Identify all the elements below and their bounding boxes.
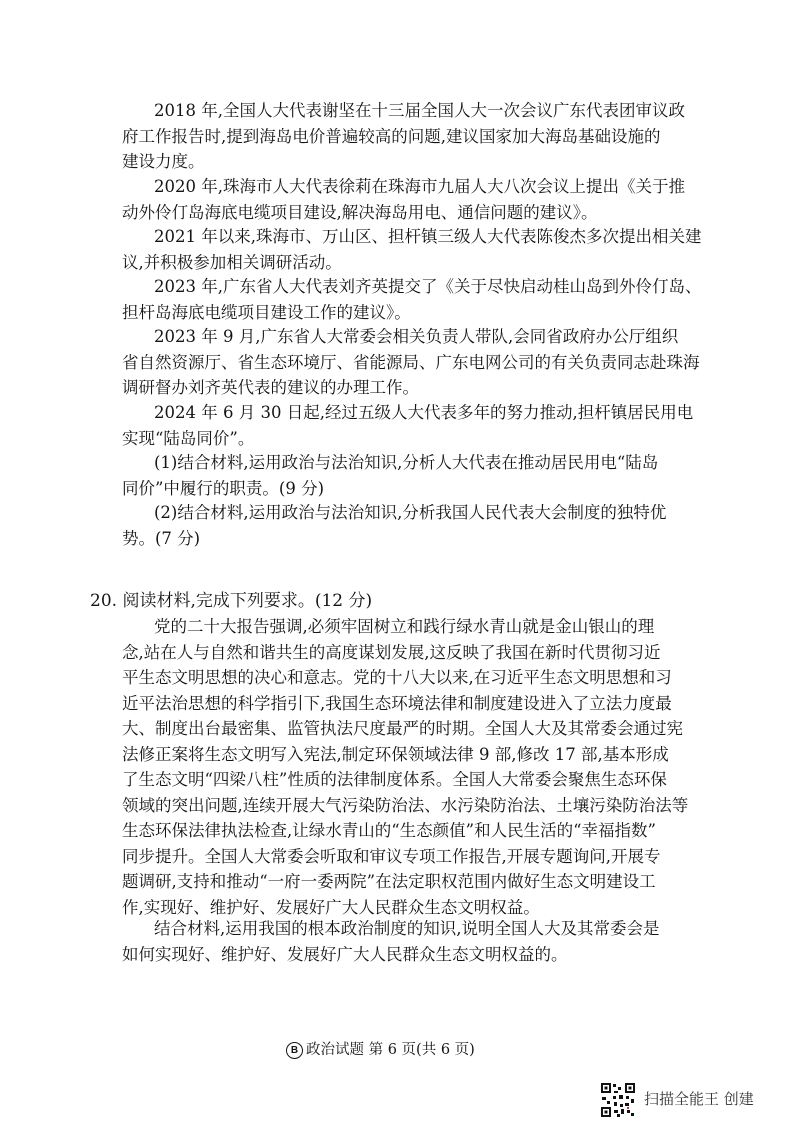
scanner-watermark: 扫描全能王 创建 xyxy=(644,1090,754,1108)
material-paragraph-2023-09: 2023 年 9 月,广东省人大常委会相关负责人带队,会同省政府办公厅组织 省自然资源厅、省生态环境厅、省能源局、广东电网公司的有关负责同志赴珠海 调研督办刘齐英代表的建议的办理工作。 xyxy=(122,327,700,397)
material-paragraph-2018: 2018 年,全国人大代表谢坚在十三届全国人大一次会议广东代表团审议政 府工作报告时,提到海岛电价普遍较高的问题,建议国家加大海岛基础设施的 建设力度。 xyxy=(122,101,685,171)
question-19-part-2: (2)结合材料,运用政治与法治知识,分析我国人民代表大会制度的独特优 势。(7 分) xyxy=(122,503,667,548)
material-paragraph-2023: 2023 年,广东省人大代表刘齐英提交了《关于尽快启动桂山岛到外伶仃岛、 担杆岛海底电缆项目建设工作的建议》。 xyxy=(122,277,702,322)
material-paragraph-2021: 2021 年以来,珠海市、万山区、担杆镇三级人大代表陈俊杰多次提出相关建 议,并积极参加相关调研活动。 xyxy=(122,227,702,272)
page-number-text: 政治试题 第 6 页(共 6 页) xyxy=(306,1042,475,1058)
material-paragraph-2024: 2024 年 6 月 30 日起,经过五级人大代表多年的努力推动,担杆镇居民用电 实现“陆岛同价”。 xyxy=(122,403,694,448)
question-20-title: 20. 阅读材料,完成下列要求。(12 分) xyxy=(90,591,373,611)
material-paragraph-2020: 2020 年,珠海市人大代表徐莉在珠海市九届人大八次会议上提出《关于推 动外伶仃岛海底电缆项目建设,解决海岛用电、通信问题的建议》。 xyxy=(122,177,685,222)
paper-version-badge: B xyxy=(286,1042,303,1059)
qr-code-icon xyxy=(600,1082,636,1118)
question-19-part-1: (1)结合材料,运用政治与法治知识,分析人大代表在推动居民用电“陆岛 同价”中履行的职责。(9 分) xyxy=(122,453,659,498)
question-20-prompt: 结合材料,运用我国的根本政治制度的知识,说明全国人大及其常委会是 如何实现好、维护好、发展好广大人民群众生态文明权益的。 xyxy=(122,919,660,964)
question-20-material-text: 党的二十大报告强调,必须牢固树立和践行绿水青山就是金山银山的理 念,站在人与自然和谐共生的高度谋划发展,这反映了我国在新时代贯彻习近 平生态文明思想的决心和意志。党的十八大以来,在习近平生态文明思想和习 近平法治思想的科学指引下,我国生态环境法律和制度建设进入了立法力度最 大、制度出台最密集、监管执法尺度最严的时期。全国人大及其常委会通过宪 法修正案将生态文明写入宪法,制定环保领域法律 9 部,修改 17 部,基本形成 了生态文明“四梁八柱”性质的法律制度体系。全国人大常委会聚焦生态环保 领域的突出问题,连续开展大气污染防治法、水污染防治法、土壤污染防治法等 生态环保法律执法检查,让绿水青山的“生态颜值”和人民生活的“幸福指数” 同步提升。全国人大常委会听取和审议专项工作报告,开展专题询问,开展专 题调研,支持和推动“一府一委两院”在法定职权范围内做好生态文明建设工 作,实现好、维护好、发展好广大人民群众生态文明权益。 xyxy=(122,617,689,917)
page-footer xyxy=(286,1038,475,1059)
